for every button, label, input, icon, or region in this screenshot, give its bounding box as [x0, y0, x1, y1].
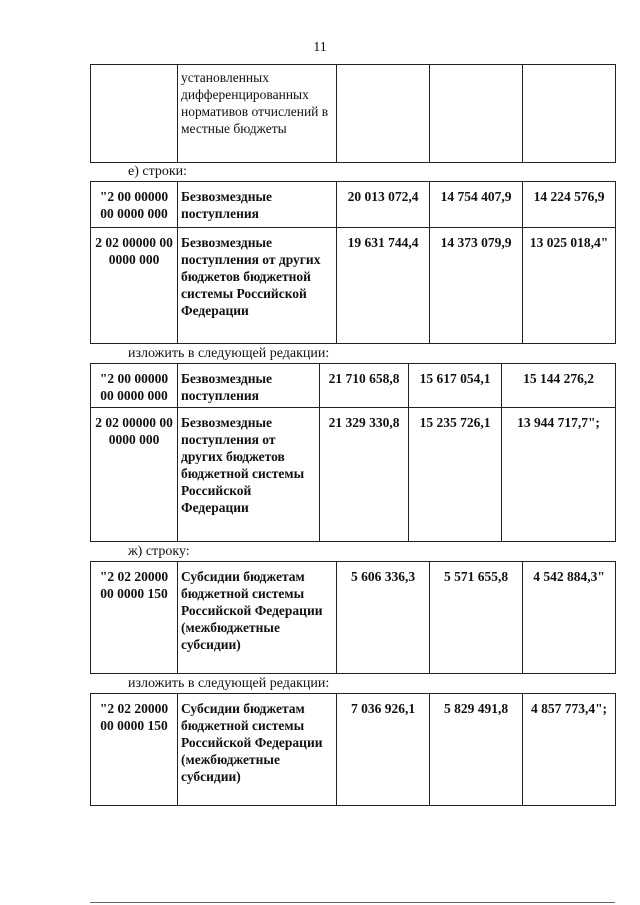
- value-cell: 15 235 726,1: [409, 408, 502, 542]
- value-cell: 14 373 079,9: [430, 228, 523, 344]
- value-cell: 19 631 744,4: [337, 228, 430, 344]
- value-cell: 15 144 276,2: [502, 364, 616, 408]
- code-cell: [91, 65, 178, 163]
- caption-zh-new: изложить в следующей редакции:: [128, 676, 330, 691]
- value-cell: [523, 65, 616, 163]
- value-cell: 4 857 773,4";: [523, 694, 616, 806]
- caption-zh: ж) строку:: [128, 544, 190, 559]
- name-cell: Безвозмездные поступления: [178, 182, 337, 228]
- page-bottom-divider: [90, 902, 615, 903]
- caption-e: е) строки:: [128, 164, 188, 179]
- code-cell: "2 02 20000 00 0000 150: [91, 562, 178, 674]
- section-e-table: [90, 181, 616, 344]
- value-cell: 13 025 018,4": [523, 228, 616, 344]
- section-zh-table: [90, 561, 616, 674]
- section-zh-new-table: [90, 693, 616, 806]
- page-number: 11: [313, 40, 327, 55]
- name-cell: Безвозмездные поступления от других бюджетов бюджетной системы Российской Федерации: [178, 228, 337, 344]
- value-cell: 4 542 884,3": [523, 562, 616, 674]
- code-cell: "2 00 00000 00 0000 000: [91, 182, 178, 228]
- caption-e-new: изложить в следующей редакции:: [128, 346, 330, 361]
- value-cell: 21 710 658,8: [320, 364, 409, 408]
- value-cell: 15 617 054,1: [409, 364, 502, 408]
- continuation-table: [90, 64, 616, 163]
- value-cell: 14 224 576,9: [523, 182, 616, 228]
- name-cell: установленных дифференцированных нормативов отчислений в местные бюджеты: [178, 65, 337, 163]
- code-cell: 2 02 00000 00 0000 000: [91, 228, 178, 344]
- name-cell: Субсидии бюджетам бюджетной системы Российской Федерации (межбюджетные субсидии): [178, 562, 337, 674]
- value-cell: 7 036 926,1: [337, 694, 430, 806]
- table-row: [91, 694, 616, 806]
- table-row: [91, 562, 616, 674]
- value-cell: 13 944 717,7";: [502, 408, 616, 542]
- value-cell: 21 329 330,8: [320, 408, 409, 542]
- value-cell: [430, 65, 523, 163]
- section-e-new-table: [90, 363, 616, 542]
- table-row: [91, 408, 616, 542]
- table-row: [91, 228, 616, 344]
- code-cell: 2 02 00000 00 0000 000: [91, 408, 178, 542]
- value-cell: 20 013 072,4: [337, 182, 430, 228]
- table-row: [91, 65, 616, 163]
- value-cell: 14 754 407,9: [430, 182, 523, 228]
- name-cell: Субсидии бюджетам бюджетной системы Российской Федерации (межбюджетные субсидии): [178, 694, 337, 806]
- code-cell: "2 00 00000 00 0000 000: [91, 364, 178, 408]
- name-cell: Безвозмездные поступления: [178, 364, 320, 408]
- value-cell: 5 829 491,8: [430, 694, 523, 806]
- value-cell: [337, 65, 430, 163]
- table-row: [91, 182, 616, 228]
- value-cell: 5 606 336,3: [337, 562, 430, 674]
- value-cell: 5 571 655,8: [430, 562, 523, 674]
- name-cell: Безвозмездные поступления от других бюджетов бюджетной системы Российской Федерации: [178, 408, 320, 542]
- code-cell: "2 02 20000 00 0000 150: [91, 694, 178, 806]
- table-row: [91, 364, 616, 408]
